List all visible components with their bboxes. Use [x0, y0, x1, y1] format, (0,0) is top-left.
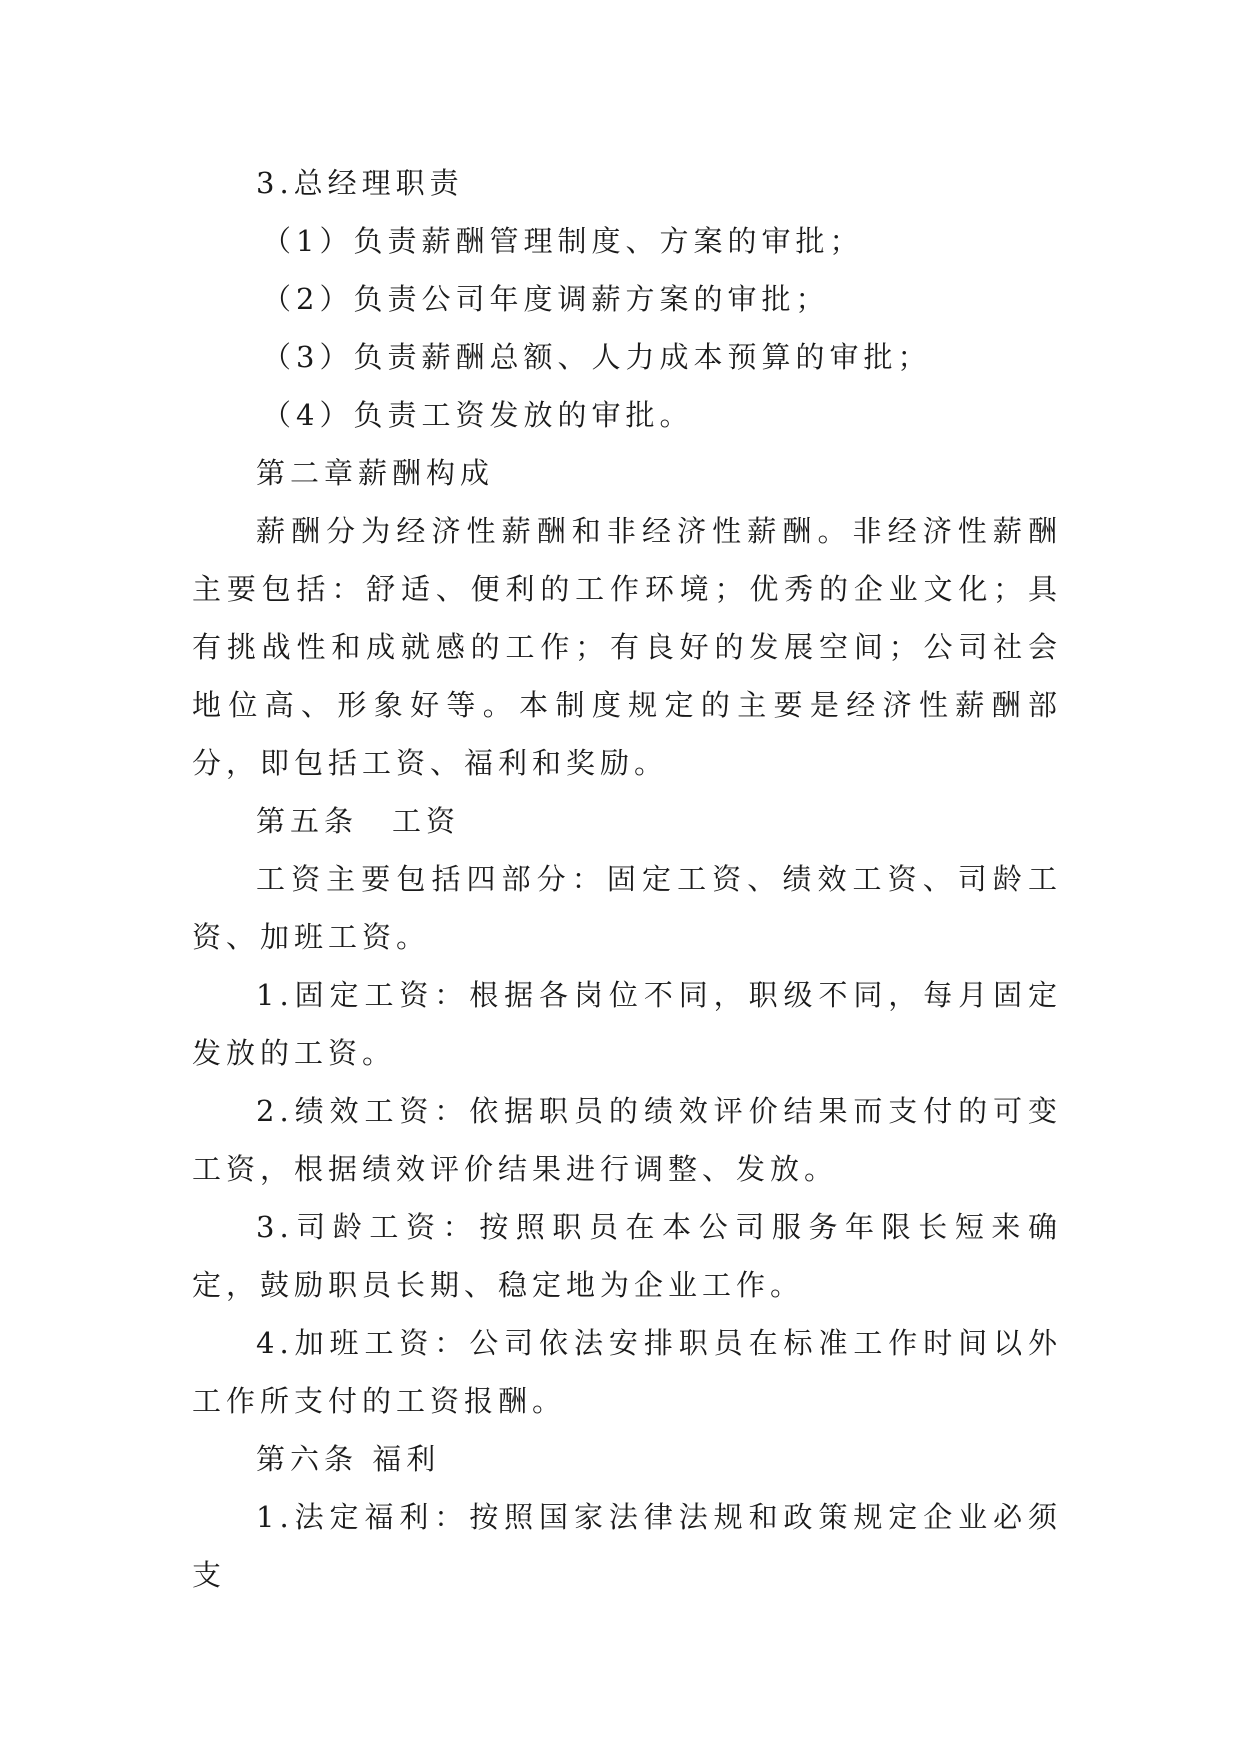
gm-duty-item: （4）负责工资发放的审批。 [262, 398, 694, 432]
gm-duties-title: 3.总经理职责 [256, 166, 464, 200]
gm-duty-item: （1）负责薪酬管理制度、方案的审批； [262, 224, 864, 258]
seniority-wage-paragraph: 3.司龄工资：按照职员在本公司服务年限长短来确定，鼓励职员长期、稳定地为企业工作。 [192, 1210, 1062, 1302]
salary-composition-paragraph: 薪酬分为经济性薪酬和非经济性薪酬。非经济性薪酬主要包括：舒适、便利的工作环境；优秀的企业文化；具有挑战性和成就感的工作；有良好的发展空间；公司社会地位高、形象好等。本制度规定的主要是经济性薪酬部分，即包括工资、福利和奖励。 [192, 514, 1062, 780]
article-title: 第六条 福利 [256, 1442, 441, 1476]
overtime-wage-paragraph: 4.加班工资：公司依法安排职员在标准工作时间以外工作所支付的工资报酬。 [192, 1326, 1062, 1418]
wage-parts-paragraph: 工资主要包括四部分：固定工资、绩效工资、司龄工资、加班工资。 [192, 862, 1062, 954]
article-title: 第五条 工资 [256, 804, 461, 838]
performance-wage-paragraph: 2.绩效工资：依据职员的绩效评价结果而支付的可变工资，根据绩效评价结果进行调整、发放。 [192, 1094, 1062, 1186]
document-body [192, 154, 1062, 1604]
gm-duty-item: （3）负责薪酬总额、人力成本预算的审批； [262, 340, 932, 374]
gm-duty-item: （2）负责公司年度调薪方案的审批； [262, 282, 830, 316]
chapter-title: 第二章薪酬构成 [256, 456, 495, 490]
fixed-wage-paragraph: 1.固定工资：根据各岗位不同，职级不同，每月固定发放的工资。 [192, 978, 1062, 1070]
statutory-welfare-paragraph: 1.法定福利：按照国家法律法规和政策规定企业必须支 [192, 1500, 1062, 1592]
